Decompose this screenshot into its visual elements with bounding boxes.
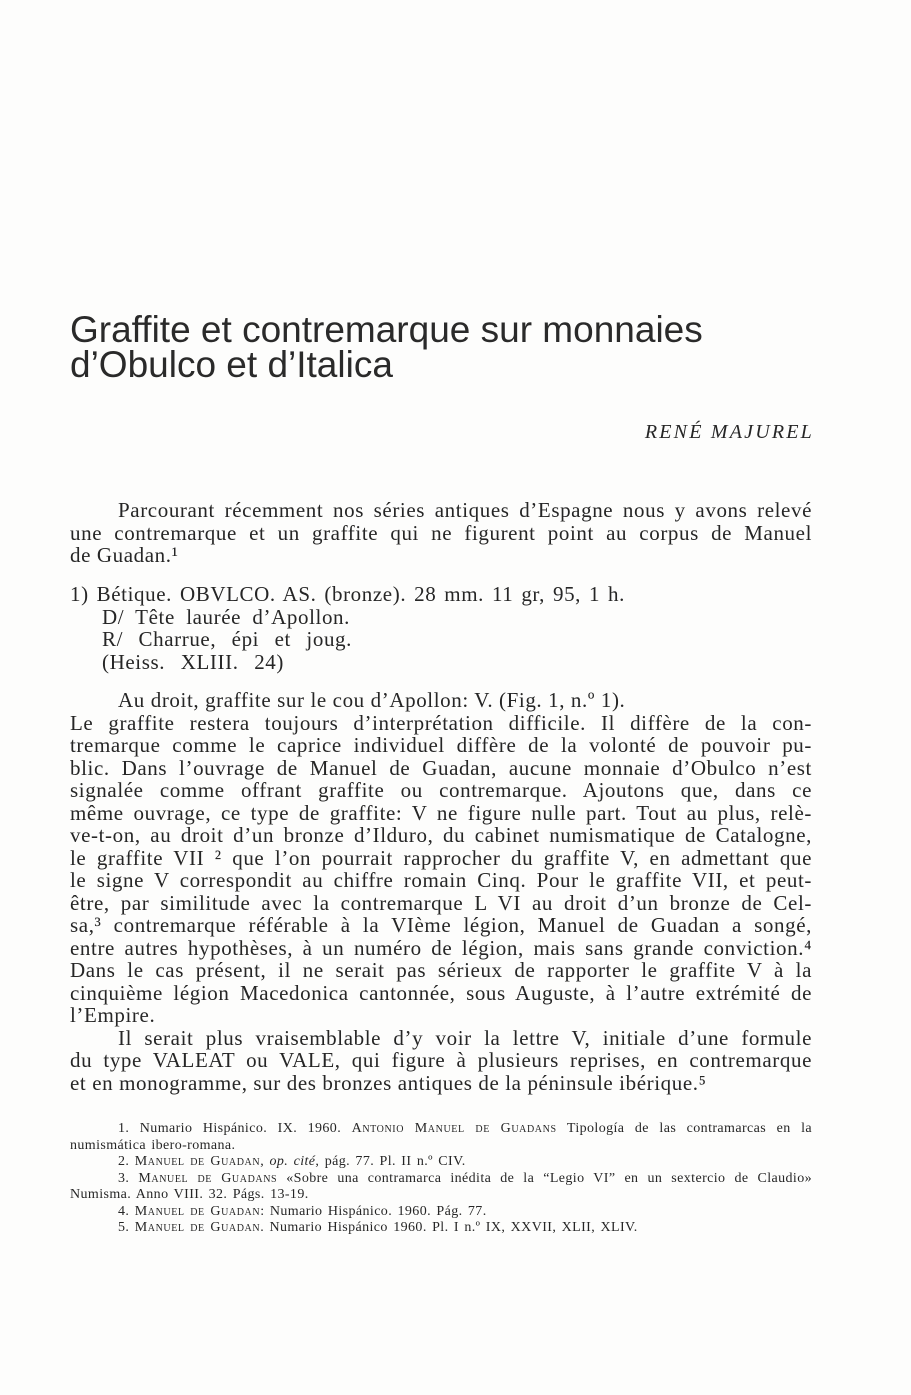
footnote-text: . Numario Hispánico 1960. Pl. I n.º IX, XXVII, XLII, XLIV. bbox=[260, 1220, 638, 1235]
coin-reference: (Heiss. XLIII. 24) bbox=[102, 649, 284, 674]
footnote-text: , bbox=[260, 1154, 270, 1169]
footnote-author: Manuel de Guadan bbox=[134, 1203, 261, 1219]
body-line: cinquième légion Macedonica cantonnée, sous Auguste, à l’autre extrémité de bbox=[70, 980, 812, 1005]
footnote-4 bbox=[118, 1203, 812, 1220]
footnote-text: , pág. 77. Pl. II n.º CIV. bbox=[315, 1154, 466, 1169]
footnote-2 bbox=[118, 1153, 812, 1170]
intro-line: Parcourant récemment nos séries antiques d’Espagne nous y avons relevé bbox=[118, 498, 812, 522]
footnote-author: Manuel de Guadans bbox=[138, 1170, 278, 1186]
footnote-3-continuation: Numisma. Anno VIII. 32. Págs. 13-19. bbox=[70, 1187, 309, 1202]
body-line: l’Empire. bbox=[70, 1003, 156, 1027]
footnote-text: 4. bbox=[118, 1203, 135, 1219]
intro-line: de Guadan.¹ bbox=[70, 543, 179, 567]
footnote-3 bbox=[118, 1170, 812, 1187]
body-line: Il serait plus vraisemblable d’y voir la lettre V, initiale d’une formule bbox=[118, 1025, 812, 1050]
body-line: du type VALEAT ou VALE, qui figure à plusieurs reprises, en contremarque bbox=[70, 1048, 812, 1072]
author-name: RENÉ MAJUREL bbox=[644, 421, 814, 443]
body-line: sa,³ contremarque référable à la VIème légion, Manuel de Guadan a songé, bbox=[70, 913, 812, 937]
coin-entry-heading: 1) Bétique. OBVLCO. AS. (bronze). 28 mm. 11 gr, 95, 1 h. bbox=[70, 582, 625, 606]
body-line: tremarque comme le caprice individuel diffère de la volonté de pouvoir pu- bbox=[70, 733, 812, 757]
body-line: Au droit, graffite sur le cou d’Apollon: V. (Fig. 1, n.º 1). bbox=[118, 688, 626, 712]
footnote-text: «Sobre una contramarca inédita de la “Legio VI” en un sextercio de Claudio» bbox=[277, 1170, 813, 1186]
footnote-1-continuation: numismática ibero-romana. bbox=[70, 1137, 236, 1153]
footnote-text: 1. Numario Hispánico. IX. 1960. bbox=[118, 1121, 352, 1136]
body-line: le signe V correspondit au chiffre romain Cinq. Pour le graffite VII, et peut- bbox=[70, 868, 812, 892]
footnote-text: 2. bbox=[118, 1154, 135, 1169]
footnote-author: Manuel de Guadan bbox=[134, 1154, 261, 1169]
footnote-author: Antonio Manuel de Guadans bbox=[351, 1121, 557, 1136]
coin-obverse: D/ Tête laurée d’Apollon. bbox=[102, 604, 350, 629]
footnote-text: : Numario Hispánico. 1960. Pág. 77. bbox=[260, 1203, 487, 1219]
footnote-italic: op. cité bbox=[269, 1154, 316, 1169]
article-title-line-2: d’Obulco et d’Italica bbox=[70, 344, 393, 385]
body-line: blic. Dans l’ouvrage de Manuel de Guadan, aucune monnaie d’Obulco n’est bbox=[70, 755, 812, 780]
body-line: même ouvrage, ce type de graffite: V ne figure nulle part. Tout au plus, relè- bbox=[70, 800, 812, 825]
body-line: ve-t-on, au droit d’un bronze d’Ilduro, du cabinet numismatique de Catalogne, bbox=[70, 823, 812, 847]
body-line: Le graffite restera toujours d’interprétation difficile. Il diffère de la con- bbox=[70, 710, 812, 735]
footnote-5 bbox=[118, 1219, 812, 1236]
body-line: Dans le cas présent, il ne serait pas sérieux de rapporter le graffite V à la bbox=[70, 958, 812, 982]
footnote-text: Tipología de las contramarcas en la bbox=[556, 1121, 812, 1136]
intro-line: une contremarque et un graffite qui ne figurent point au corpus de Manuel bbox=[70, 520, 812, 545]
footnote-author: Manuel de Guadan bbox=[134, 1220, 261, 1235]
body-line: le graffite VII ² que l’on pourrait rapprocher du graffite V, en admettant que bbox=[70, 845, 812, 870]
footnote-text: 5. bbox=[118, 1220, 135, 1235]
body-line: signalée comme offrant graffite ou contremarque. Ajoutons que, dans ce bbox=[70, 778, 812, 802]
article-title-line-1: Graffite et contremarque sur monnaies bbox=[70, 309, 703, 350]
coin-reverse: R/ Charrue, épi et joug. bbox=[102, 627, 352, 651]
body-line: et en monogramme, sur des bronzes antiques de la péninsule ibérique.⁵ bbox=[70, 1070, 707, 1095]
body-line: être, par similitude avec la contremarque L VI au droit d’un bronze de Cel- bbox=[70, 890, 812, 915]
body-line: entre autres hypothèses, à un numéro de légion, mais sans grande conviction.⁴ bbox=[70, 935, 812, 960]
footnote-1 bbox=[118, 1120, 812, 1137]
footnote-text: 3. bbox=[118, 1170, 139, 1186]
